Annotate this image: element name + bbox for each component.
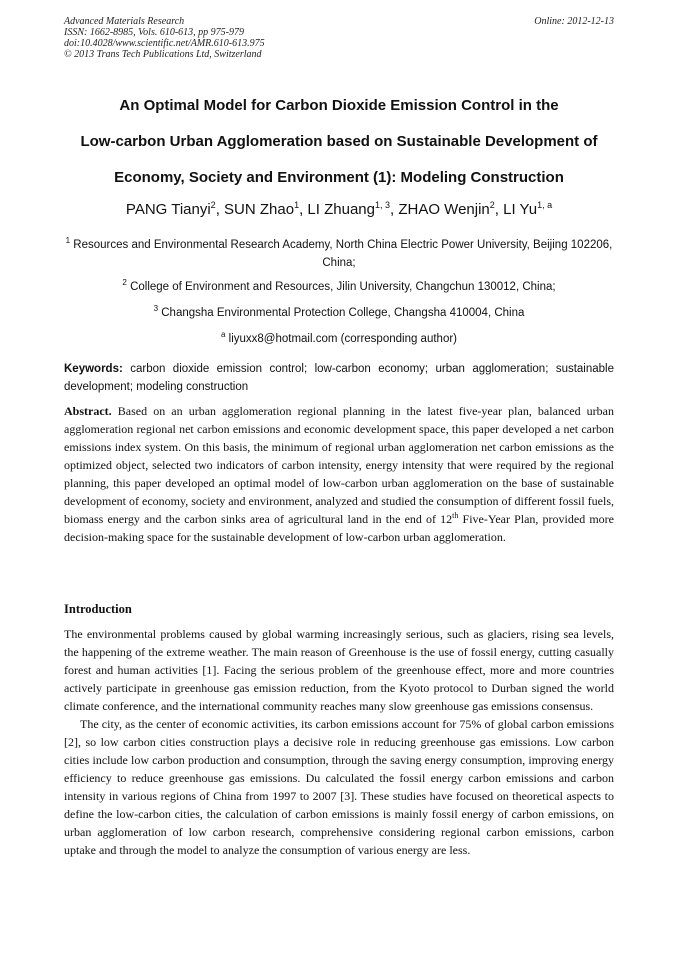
title-line-1: An Optimal Model for Carbon Dioxide Emission Control in the (119, 97, 559, 114)
abstract (64, 402, 614, 546)
title-line-3: Economy, Society and Environment (1): Modeling Construction (114, 169, 564, 186)
journal-name: Advanced Materials Research (64, 16, 185, 27)
affiliation-3 (64, 304, 614, 322)
title-line-2: Low-carbon Urban Agglomeration based on Sustainable Development of (80, 133, 598, 150)
author-name: PANG Tianyi (125, 201, 211, 218)
affiliation-sup: 2 (122, 278, 127, 287)
keywords-label: Keywords: (64, 363, 123, 375)
paragraph: The environmental problems caused by global warming increasingly serious, such as glaciers, rising sea levels, the happening of the extreme weather. The main reason of Greenhouse is the use of fossil energy, cutting casually forest and human activities [1]. Facing the serious problem of the greenhouse effect, more and more countries actively participate in greenhouse gas emission reduction, from the Kyoto protocol to Durban signed the world climate conference, and the international community reaches many slow greenhouse gas emissions consensus. (64, 627, 614, 713)
affiliation-sup: 3 (153, 304, 159, 313)
author-name: ZHAO Wenjin (398, 201, 490, 218)
introduction-body (64, 625, 614, 859)
author-affil-sup: 1, a (537, 200, 553, 210)
affiliation-1 (64, 236, 614, 272)
affiliation-text: College of Environment and Resources, Jilin University, Changchun 130012, China; (130, 281, 556, 293)
affiliation-sup: 1 (65, 236, 71, 245)
affiliation-text: Changsha Environmental Protection College, Changsha 410004, China (161, 307, 525, 319)
author-affil-sup: 2 (210, 200, 216, 210)
author-name: LI Yu (503, 201, 538, 218)
email-text[interactable]: liyuxx8@hotmail.com (corresponding author) (228, 333, 457, 345)
paper-title (40, 88, 638, 196)
copyright-line: © 2013 Trans Tech Publications Ltd, Switzerland (64, 49, 262, 60)
abstract-text: Based on an urban agglomeration regional planning in the latest five-year plan, balanced urban agglomeration regional net carbon emissions and economic development space, this paper developed a net carbon emissions index system. On this basis, the minimum of regional urban agglomeration net carbon emissions as the optimized object, selected two indicators of carbon intensity, energy intensity that were required by the regional planning, this paper developed an optimal model of low-carbon urban agglomeration on the base of sustainable development of economy, society and environment, analyzed and studied the consumption of different fossil fuels, biomass energy and the carbon sinks area of agricultural land in the end of 12 (64, 404, 614, 526)
abstract-label: Abstract. (64, 404, 112, 418)
affiliation-sup: a (220, 330, 226, 339)
abstract-text-end: Five-Year Plan, provided more decision-making space for the sustainable development of low-carbon urban agglomeration. (64, 512, 615, 544)
author-affil-sup: 1, 3 (374, 200, 390, 210)
ordinal-sup: th (452, 511, 459, 520)
author-affil-sup: 2 (489, 200, 495, 210)
corresponding-email (64, 330, 614, 348)
journal-header (64, 16, 265, 60)
section-heading: Introduction (64, 602, 132, 616)
doi-line: doi:10.4028/www.scientific.net/AMR.610-613.975 (64, 38, 265, 49)
affiliation-2 (64, 278, 614, 296)
affiliation-text: Resources and Environmental Research Academy, North China Electric Power University, Beijing 102206, China; (73, 239, 613, 269)
online-date: Online: 2012-12-13 (534, 16, 614, 27)
issn-line: ISSN: 1662-8985, Vols. 610-613, pp 975-979 (64, 27, 244, 38)
keywords-text: carbon dioxide emission control; low-carbon economy; urban agglomeration; sustainable development; modeling construction (64, 363, 614, 393)
keywords (64, 360, 614, 396)
author-name: LI Zhuang (307, 201, 375, 218)
author-list: PANG Tianyi$^2$, SUN Zhao$^1$, LI Zhuang$^{1, 3}$, ZHAO Wenjin$^2$, LI Yu$^{1, a}$ (125, 200, 553, 218)
author-name: SUN Zhao (224, 201, 295, 218)
author-affil-sup: 1 (294, 200, 300, 210)
paragraph: The city, as the center of economic activities, its carbon emissions account for 75% of global carbon emissions [2], so low carbon cities construction plays a decisive role in reducing greenhouse gas emissions. Low carbon cities include low carbon production and consumption, through the saving energy consumption, improving energy efficiency to reduce greenhouse gas emissions. Du calculated the fossil energy carbon emissions and carbon intensity in various regions of China from 1997 to 2007 [3]. These studies have focused on theoretical aspects to define the low-carbon cities, the calculation of carbon emissions is mainly fossil energy of carbon emissions, on urban agglomeration of low carbon research, comprehensive considering regional carbon emissions, carbon uptake and through the model to analyze the consumption of various energy are less. (64, 717, 614, 857)
